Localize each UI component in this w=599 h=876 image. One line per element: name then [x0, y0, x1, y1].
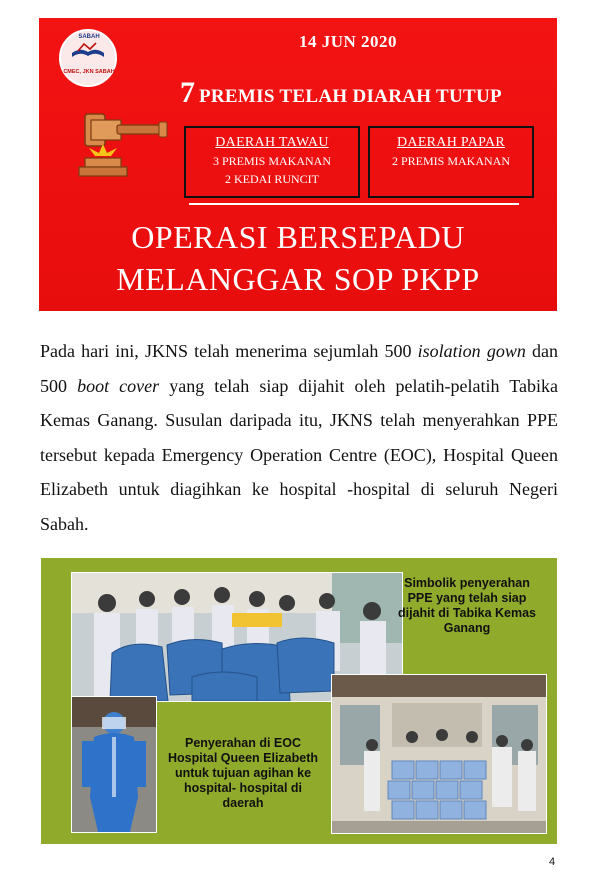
ppe-worker-photo: [71, 696, 157, 833]
district-box-papar: [368, 126, 534, 198]
premises-count: 7: [180, 76, 195, 109]
banner-divider: [189, 203, 519, 205]
district-line: 3 PREMIS MAKANAN: [212, 154, 331, 168]
photo-caption-eoc: Penyerahan di EOC Hospital Queen Elizabeth untuk tujuan agihan ke hospital- hospital di daerah: [167, 736, 319, 810]
banner-date: 14 JUN 2020: [299, 32, 398, 51]
operation-title-line1: OPERASI BERSEPADU: [131, 219, 465, 255]
banner-headline: [180, 76, 502, 110]
eoc-photo-illustration: [332, 675, 546, 833]
eoc-handover-photo: [331, 674, 547, 834]
header-banner: [39, 18, 557, 311]
cmec-logo: [59, 29, 117, 87]
headline-text: PREMIS TELAH DIARAH TUTUP: [199, 86, 502, 107]
paragraph-text: Pada hari ini, JKNS telah menerima sejumlah 500: [40, 341, 418, 361]
logo-bottom-text: CMEC, JKN SABAH: [63, 69, 115, 75]
district-line: 2 PREMIS MAKANAN: [391, 154, 510, 168]
operation-title-line2: MELANGGAR SOP PKPP: [116, 261, 480, 297]
gavel-icon: [77, 98, 169, 188]
paragraph-italic: isolation gown: [417, 341, 526, 361]
district-title: DAERAH TAWAU: [215, 135, 329, 150]
ppe-worker-illustration: [72, 697, 156, 832]
book-icon: [70, 39, 106, 63]
district-box-tawau: [184, 126, 360, 198]
body-paragraph: [40, 334, 558, 542]
paragraph-italic: boot cover: [77, 375, 160, 396]
logo-top-text: SABAH: [78, 34, 100, 40]
photo-caption-tabika: Simbolik penyerahan PPE yang telah siap dijahit di Tabika Kemas Ganang: [397, 576, 536, 635]
photo-panel: [41, 558, 557, 844]
district-line: 2 KEDAI RUNCIT: [225, 172, 319, 186]
paragraph-text: yang telah siap dijahit oleh pelatih-pelatih Tabika Kemas Ganang. Susulan daripada itu, JKNS telah menyerahkan PPE tersebut kepada Emergency Operation Centre (EOC), Hospital Queen Elizabeth untuk diagihkan ke hospital -hospital di seluruh Negeri Sabah.: [40, 375, 558, 534]
district-title: DAERAH PAPAR: [397, 135, 505, 150]
paragraph-text: dan 500: [40, 341, 558, 396]
page-number: 4: [549, 856, 556, 868]
